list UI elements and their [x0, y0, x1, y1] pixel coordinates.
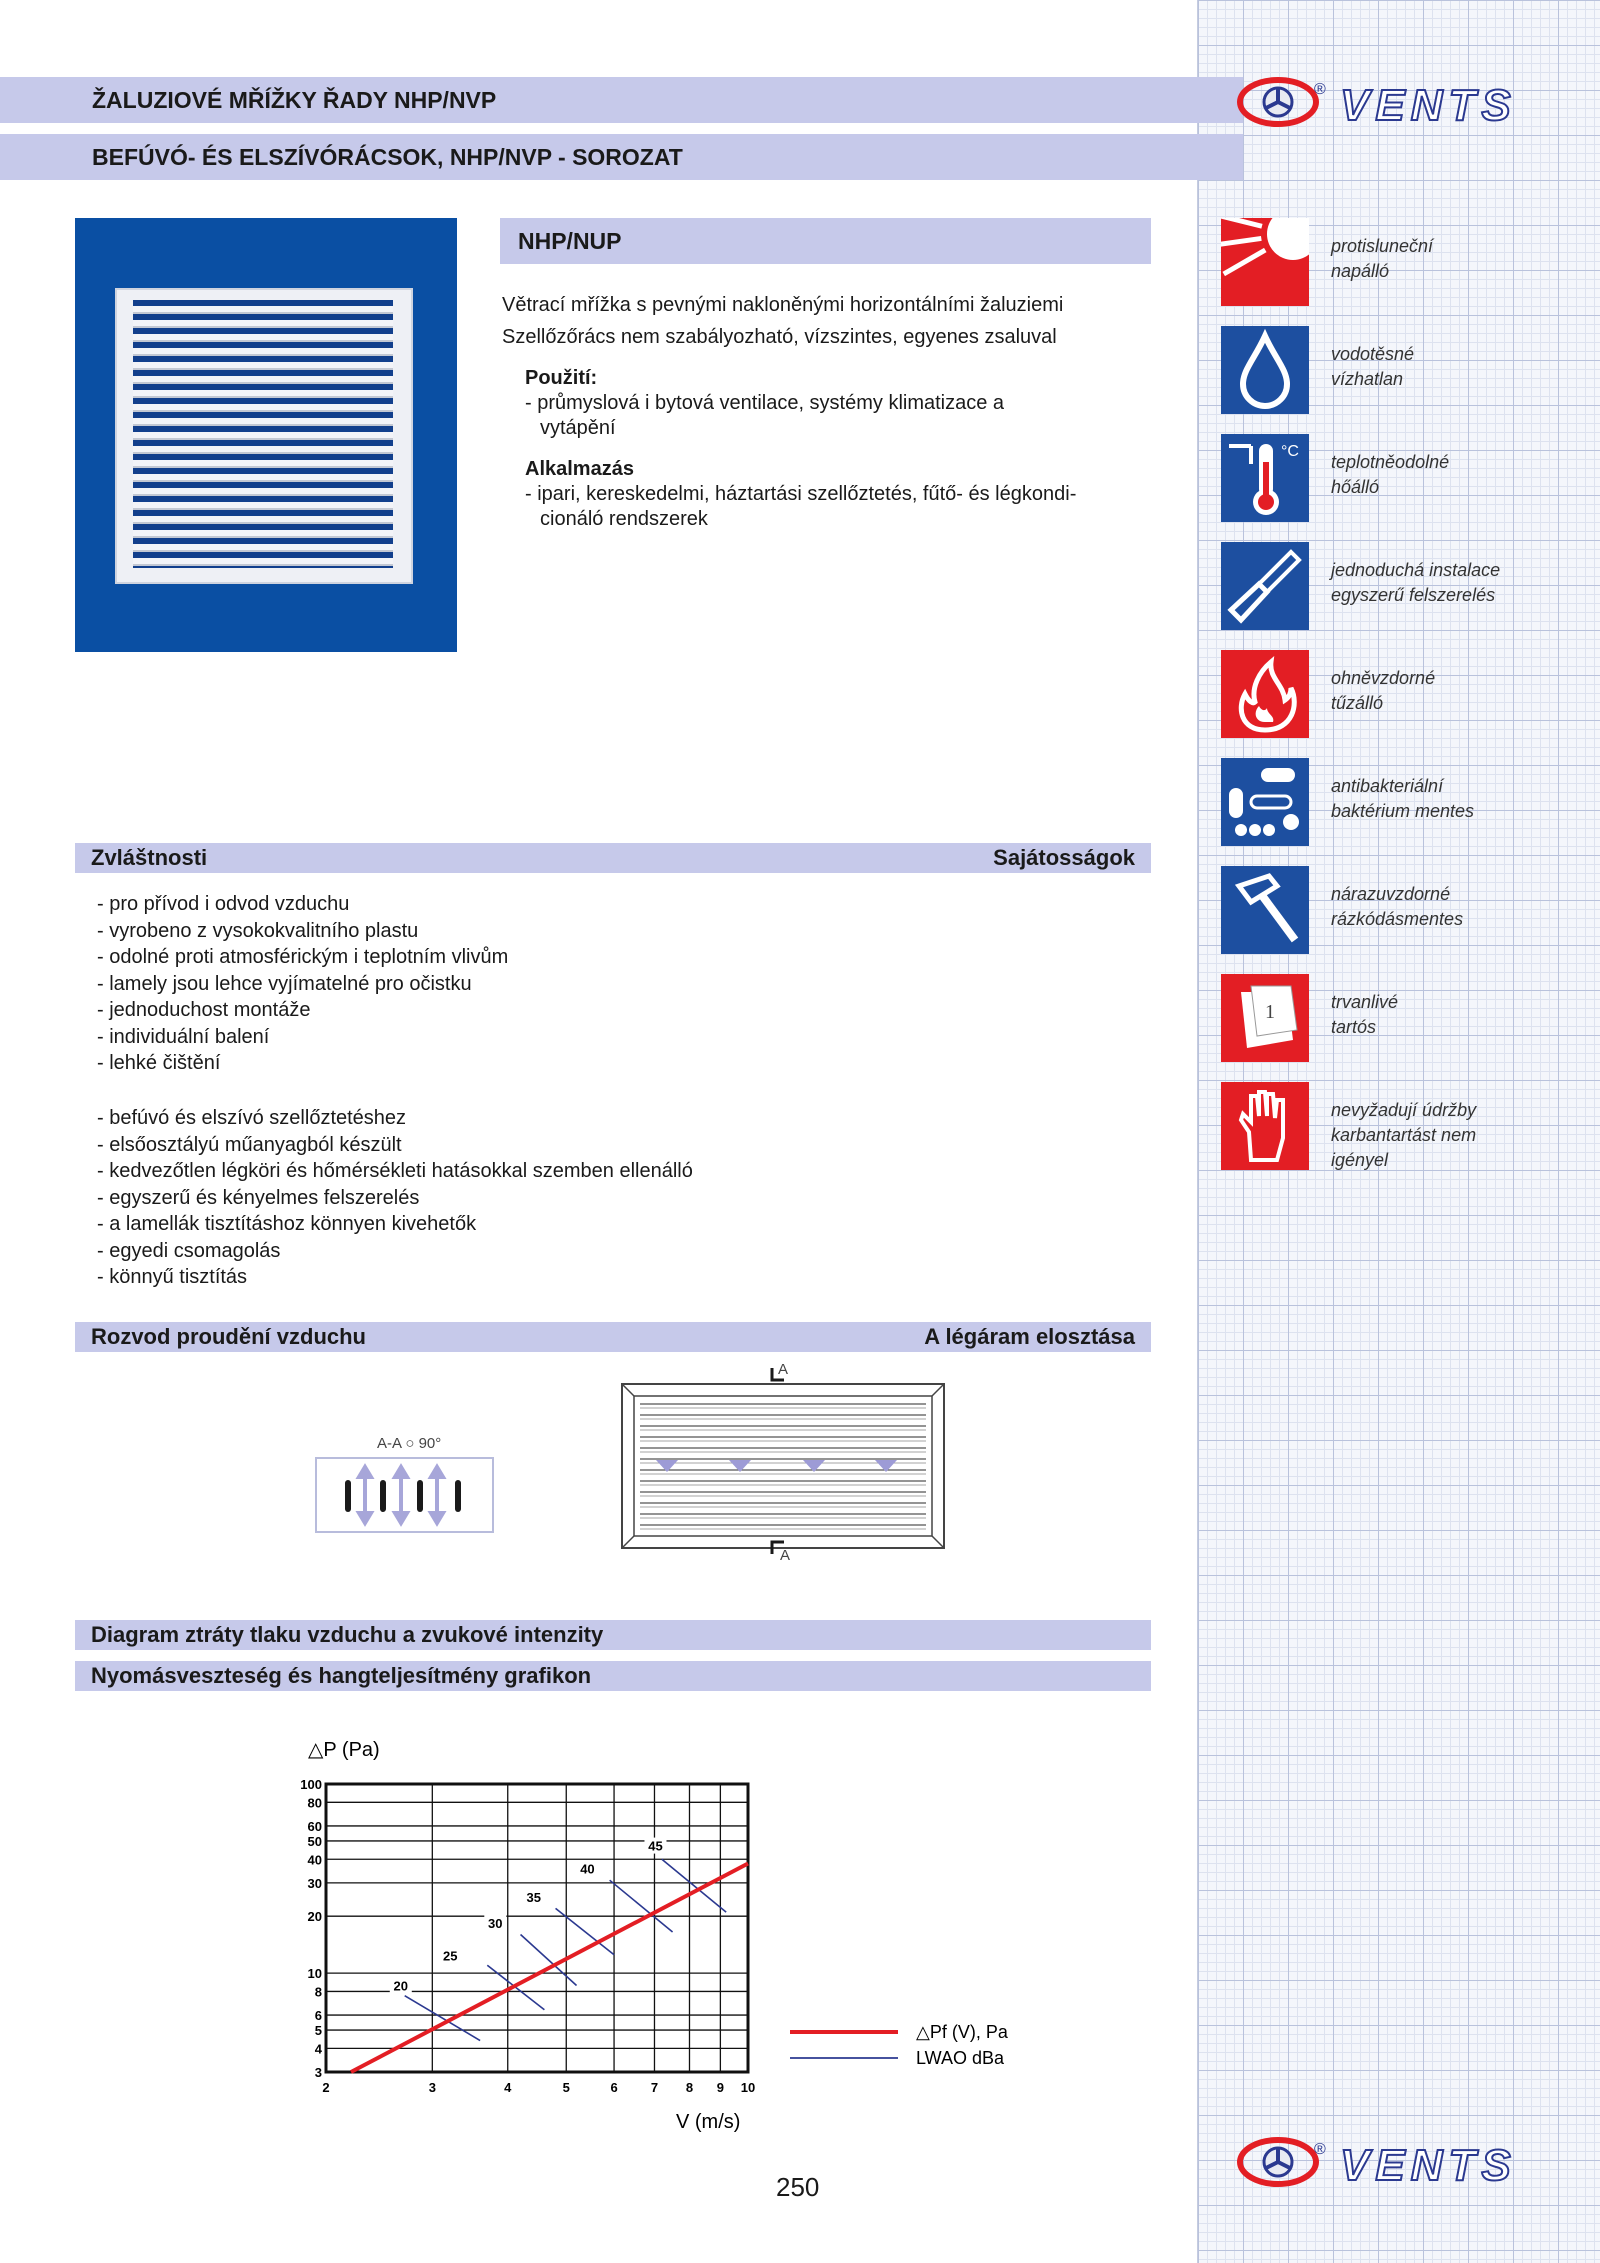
louvre-slat: [133, 404, 393, 412]
usage-line-hu-1: - ipari, kereskedelmi, háztartási szellőztetés, fűtő- és légkondi-: [525, 483, 1077, 505]
section-label: A-A ○ 90°: [377, 1435, 442, 1452]
features-list-hu: [97, 1105, 693, 1291]
feature-item: - a lamellák tisztításhoz könnyen kivehetők: [97, 1213, 477, 1235]
feature-item: - lehké čištění: [97, 1052, 221, 1074]
louvre-slat: [133, 544, 393, 552]
icon-label-hu: vízhatlan: [1331, 369, 1404, 389]
noise-label: 20: [393, 1978, 409, 1994]
legend-label: △Pf (V), Pa: [916, 2022, 1008, 2042]
x-tick-label: 2: [322, 2080, 330, 2095]
y-tick-label: 30: [307, 1875, 322, 1891]
icon-label-cz: nevyžadují údržby: [1331, 1100, 1477, 1120]
icon-label-cz: protisluneční: [1331, 236, 1434, 256]
feature-item: - befúvó és elszívó szellőztetéshez: [97, 1107, 407, 1129]
x-tick-label: 10: [740, 2080, 756, 2095]
product-desc-cz: Větrací mřížka s pevnými nakloněnými horizontálními žaluziemi: [502, 294, 1064, 316]
feature-icon-row: [1221, 650, 1561, 738]
grille-louvres: [133, 300, 393, 568]
y-tick-label: 4: [314, 2041, 322, 2057]
drop-icon: [1221, 326, 1309, 414]
airflow-bar: [75, 1322, 1151, 1352]
noise-label: 25: [443, 1948, 458, 1964]
y-tick-label: 5: [314, 2023, 322, 2039]
features-list-cz: [97, 891, 508, 1077]
grille-frame: [115, 288, 413, 584]
front-view-grille: [620, 1360, 950, 1560]
airflow-title-hu: A légáram elosztása: [924, 1324, 1135, 1349]
y-tick-label: 3: [314, 2065, 322, 2080]
features-title-hu: Sajátosságok: [993, 845, 1135, 870]
icon-label-hu: tűzálló: [1331, 693, 1384, 713]
y-tick-label: 80: [307, 1795, 322, 1811]
feature-icon-row: [1221, 758, 1561, 846]
plot-area: [326, 1784, 748, 2072]
legend-label: LWAO dBa: [916, 2048, 1005, 2068]
feature-item: - odolné proti atmosférickým i teplotním vlivům: [97, 946, 509, 968]
louvre-slat: [133, 474, 393, 482]
feature-item: - kedvezőtlen légköri és hőmérsékleti hatásokkal szemben ellenálló: [97, 1160, 693, 1182]
louvre-slat: [133, 320, 393, 328]
icon-label-cz: jednoduchá instalace: [1331, 560, 1501, 580]
icon-label: [1331, 774, 1474, 824]
product-photo: [75, 218, 457, 652]
header-bar-hu: [0, 134, 1243, 180]
x-tick-label: 3: [428, 2080, 436, 2095]
icon-label-cz: vodotěsné: [1331, 344, 1415, 364]
noise-label: 40: [580, 1861, 595, 1877]
louvre-blade: [417, 1480, 423, 1512]
pressure-noise-chart: [270, 1720, 1050, 2140]
registered-mark: ®: [1314, 2141, 1326, 2158]
icon-label-cz: trvanlivé: [1331, 992, 1399, 1012]
louvre-blade: [345, 1480, 351, 1512]
x-tick-label: 4: [504, 2080, 512, 2095]
feature-icon-row: [1221, 1082, 1561, 1170]
hammer-icon: [1221, 866, 1309, 954]
icon-label-cz: antibakteriální: [1331, 776, 1444, 796]
louvre-slat: [133, 446, 393, 454]
thermometer-icon: [1221, 434, 1309, 522]
y-tick-label: 6: [314, 2008, 322, 2024]
usage-title-cz: Použití:: [525, 367, 598, 389]
louvre-slat: [133, 502, 393, 510]
vents-logo-bottom: [1230, 2132, 1560, 2192]
louvre-slat: [133, 390, 393, 398]
hand-icon: [1221, 1082, 1309, 1170]
louvre-slat: [133, 516, 393, 524]
page-title-hu: BEFÚVÓ- ÉS ELSZÍVÓRÁCSOK, NHP/NVP - SOROZAT: [92, 143, 683, 170]
y-tick-label: 8: [314, 1984, 322, 2000]
feature-item: - elsőosztályú műanyagból készült: [97, 1133, 402, 1156]
y-tick-label: 50: [307, 1833, 322, 1849]
product-code-bar: [500, 218, 1151, 264]
x-axis-label: V (m/s): [676, 2111, 741, 2133]
feature-item: - egyszerű és kényelmes felszerelés: [97, 1186, 420, 1209]
louvre-slat: [133, 488, 393, 496]
feature-icon-row: [1221, 974, 1561, 1062]
feature-item: - vyrobeno z vysokokvalitního plastu: [97, 919, 419, 942]
icon-label-hu: karbantartást nem: [1331, 1125, 1477, 1145]
x-tick-label: 5: [562, 2080, 570, 2095]
vents-logo-top: [1230, 72, 1560, 132]
bacteria-icon: [1221, 758, 1309, 846]
feature-icon-row: [1221, 326, 1561, 414]
usage-line-hu-2: cionáló rendszerek: [540, 508, 708, 530]
louvre-slat: [133, 376, 393, 384]
section-marker-bottom: A: [780, 1547, 791, 1560]
diagram-bar-hu: [75, 1661, 1151, 1691]
feature-icon-row: [1221, 866, 1561, 954]
icon-label: [1331, 1098, 1476, 1173]
y-tick-label: 20: [307, 1909, 322, 1925]
icon-label: [1331, 234, 1433, 284]
brand-wordmark: VENTS: [1340, 2141, 1517, 2190]
louvre-slat: [133, 306, 393, 314]
icon-label-hu-2: igényel: [1331, 1150, 1389, 1170]
flame-icon: [1221, 650, 1309, 738]
usage-title-hu: Alkalmazás: [525, 458, 634, 480]
feature-item: - lamely jsou lehce vyjímatelné pro očistku: [97, 972, 472, 995]
icon-label-cz: ohněvzdorné: [1331, 668, 1436, 688]
louvre-slat: [133, 348, 393, 356]
page-number: 250: [776, 2172, 820, 2202]
diagram-title-cz: Diagram ztráty tlaku vzduchu a zvukové intenzity: [91, 1622, 604, 1647]
product-code: NHP/NUP: [518, 227, 622, 254]
icon-label: [1331, 558, 1500, 608]
feature-item: - jednoduchost montáže: [97, 999, 311, 1021]
feature-icon-row: [1221, 542, 1561, 630]
screwdriver-icon: [1221, 542, 1309, 630]
icon-label-hu: rázkódásmentes: [1331, 909, 1464, 929]
y-tick-label: 60: [307, 1818, 322, 1834]
x-tick-label: 8: [685, 2080, 694, 2095]
icon-label: [1331, 342, 1414, 392]
feature-item: - pro přívod i odvod vzduchu: [97, 893, 350, 915]
noise-label: 45: [648, 1838, 663, 1854]
icon-label-hu: tartós: [1331, 1017, 1377, 1037]
usage-line-cz-2: vytápění: [540, 417, 616, 439]
icon-label: [1331, 990, 1398, 1040]
louvre-blade: [380, 1480, 386, 1512]
section-view: [315, 1457, 495, 1535]
y-tick-label: 100: [300, 1777, 322, 1792]
diagram-bar-cz: [75, 1620, 1151, 1650]
usage-line-cz-1: - průmyslová i bytová ventilace, systémy klimatizace a: [525, 392, 1005, 414]
noise-label: 30: [488, 1916, 503, 1932]
icon-label-cz: nárazuvzdorné: [1331, 884, 1451, 904]
x-tick-label: 7: [650, 2080, 659, 2095]
icon-label-hu: hőálló: [1331, 477, 1380, 497]
calendar-icon: [1221, 974, 1309, 1062]
features-title-cz: Zvláštnosti: [91, 845, 208, 870]
louvre-slat: [133, 460, 393, 468]
features-bar: [75, 843, 1151, 873]
svg-text:°C: °C: [1281, 443, 1299, 460]
icon-label-cz: teplotněodolné: [1331, 452, 1450, 472]
airflow-title-cz: Rozvod proudění vzduchu: [91, 1324, 366, 1349]
y-tick-label: 40: [307, 1852, 322, 1868]
louvre-slat: [133, 530, 393, 538]
feature-item: - könnyű tisztítás: [97, 1266, 248, 1288]
icon-label: [1331, 450, 1449, 500]
icon-label-hu: baktérium mentes: [1331, 801, 1475, 821]
louvre-slat: [133, 432, 393, 440]
louvre-slat: [133, 362, 393, 370]
feature-item: - egyedi csomagolás: [97, 1239, 281, 1262]
louvre-slat: [133, 334, 393, 342]
feature-icon-row: [1221, 218, 1561, 306]
icon-label: [1331, 666, 1435, 716]
louvre-slat: [133, 418, 393, 426]
svg-text:1: 1: [1265, 1001, 1275, 1023]
x-tick-label: 9: [716, 2080, 724, 2095]
diagram-title-hu: Nyomásveszteség és hangteljesítmény grafikon: [91, 1663, 592, 1688]
noise-label: 35: [526, 1890, 541, 1906]
louvre-slat: [133, 558, 393, 566]
section-marker-top: A: [778, 1361, 789, 1378]
feature-item: - individuální balení: [97, 1025, 270, 1048]
brand-wordmark: VENTS: [1340, 81, 1517, 130]
icon-label: [1331, 882, 1463, 932]
product-desc-hu: Szellőzőrács nem szabályozható, vízszintes, egyenes zsaluval: [502, 326, 1057, 348]
x-tick-label: 6: [610, 2080, 618, 2095]
registered-mark: ®: [1314, 81, 1326, 98]
feature-icon-row: [1221, 434, 1561, 522]
louvre-blade: [455, 1480, 461, 1512]
sun-icon: [1221, 218, 1309, 306]
icon-label-hu: egyszerű felszerelés: [1331, 585, 1496, 605]
y-axis-label: △P (Pa): [308, 1739, 380, 1761]
page-title-cz: ŽALUZIOVÉ MŘÍŽKY ŘADY NHP/NVP: [92, 86, 497, 113]
y-tick-label: 10: [307, 1966, 322, 1982]
icon-label-hu: napálló: [1331, 261, 1390, 281]
header-bar-cz: [0, 77, 1243, 123]
